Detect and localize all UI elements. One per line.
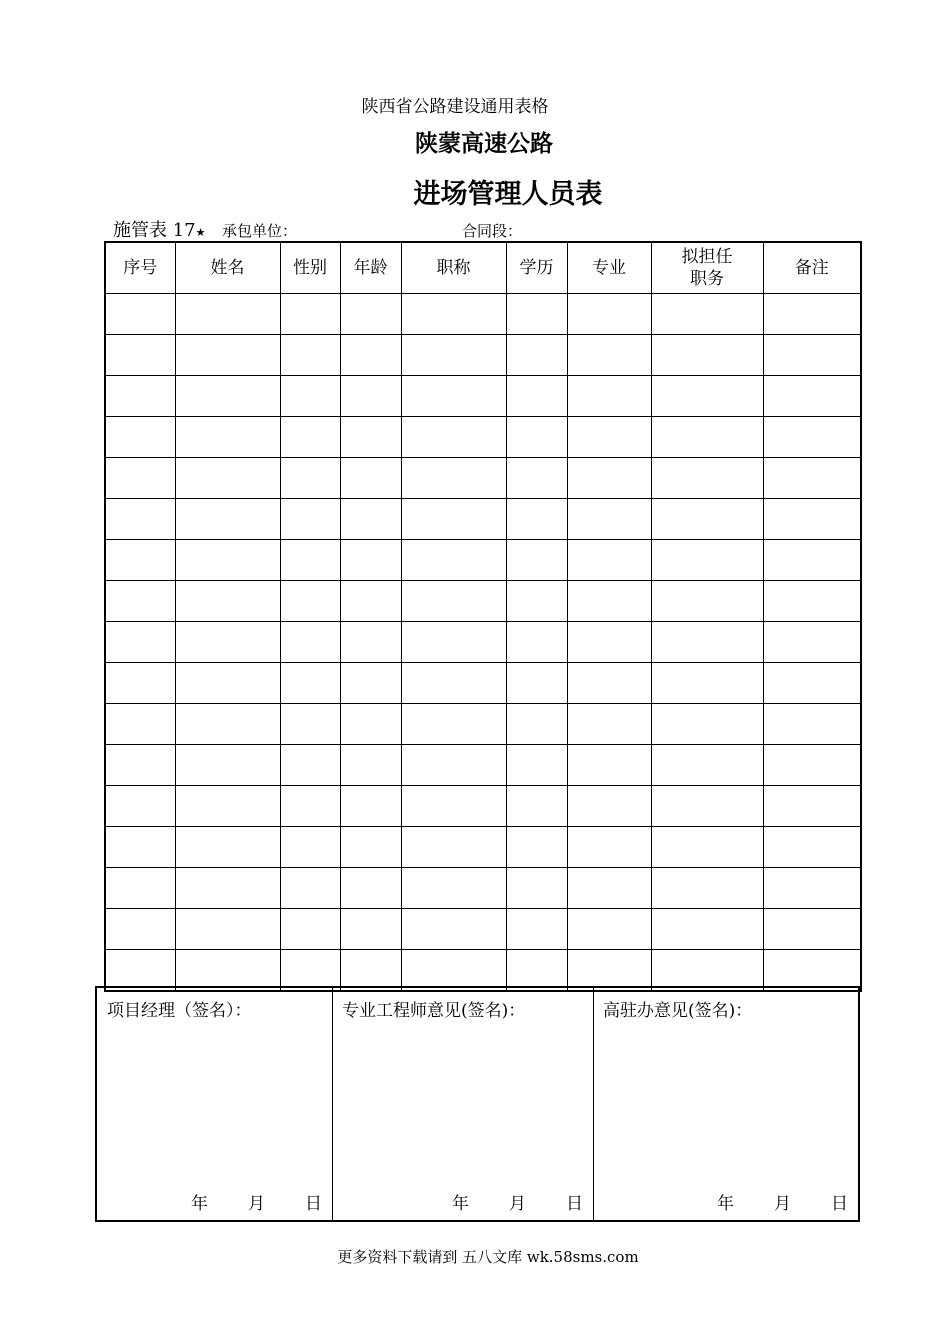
- resident-office-cell: [593, 988, 858, 1220]
- date-year: 年: [452, 1194, 469, 1214]
- table-cell[interactable]: [280, 294, 340, 335]
- resident-office-date: [717, 1189, 848, 1214]
- table-row: [105, 540, 861, 581]
- table-cell[interactable]: [763, 540, 861, 581]
- table-row: [105, 376, 861, 417]
- form-code: [113, 216, 206, 242]
- table-cell[interactable]: [105, 663, 175, 704]
- table-row: [105, 581, 861, 622]
- table-cell[interactable]: [280, 622, 340, 663]
- table-cell[interactable]: [763, 499, 861, 540]
- table-cell[interactable]: [280, 704, 340, 745]
- table-cell[interactable]: [175, 540, 280, 581]
- table-cell[interactable]: [763, 868, 861, 909]
- table-row: [105, 335, 861, 376]
- table-cell[interactable]: [340, 540, 401, 581]
- personnel-table: [104, 241, 862, 992]
- date-month: 月: [509, 1194, 526, 1214]
- table-cell[interactable]: [280, 786, 340, 827]
- table-cell[interactable]: [567, 376, 651, 417]
- table-cell[interactable]: [340, 704, 401, 745]
- table-cell[interactable]: [567, 909, 651, 950]
- table-cell[interactable]: [401, 704, 506, 745]
- table-cell[interactable]: [401, 786, 506, 827]
- table-cell[interactable]: [340, 458, 401, 499]
- date-year: 年: [717, 1194, 734, 1214]
- table-row: [105, 909, 861, 950]
- table-cell[interactable]: [340, 376, 401, 417]
- table-cell[interactable]: [105, 622, 175, 663]
- col-header-gender: 性别: [280, 242, 340, 294]
- table-cell[interactable]: [567, 868, 651, 909]
- table-cell[interactable]: [340, 745, 401, 786]
- table-cell[interactable]: [401, 540, 506, 581]
- table-cell[interactable]: [175, 376, 280, 417]
- table-cell[interactable]: [401, 294, 506, 335]
- star-icon: ★: [195, 226, 206, 239]
- table-cell[interactable]: [401, 745, 506, 786]
- table-cell[interactable]: [105, 909, 175, 950]
- date-day: 日: [305, 1194, 322, 1214]
- table-cell[interactable]: [340, 786, 401, 827]
- table-cell[interactable]: [340, 663, 401, 704]
- col-header-position-line1: 拟担任: [681, 247, 733, 267]
- table-row: [105, 294, 861, 335]
- table-cell[interactable]: [567, 745, 651, 786]
- table-cell[interactable]: [506, 786, 567, 827]
- table-cell[interactable]: [506, 950, 567, 992]
- table-cell[interactable]: [763, 622, 861, 663]
- table-cell[interactable]: [401, 376, 506, 417]
- table-cell[interactable]: [651, 786, 763, 827]
- table-cell[interactable]: [651, 950, 763, 992]
- date-month: 月: [774, 1194, 791, 1214]
- table-cell[interactable]: [763, 950, 861, 992]
- table-cell[interactable]: [280, 909, 340, 950]
- table-cell[interactable]: [763, 335, 861, 376]
- table-cell[interactable]: [651, 745, 763, 786]
- table-cell[interactable]: [506, 622, 567, 663]
- table-cell[interactable]: [763, 294, 861, 335]
- table-cell[interactable]: [340, 827, 401, 868]
- table-cell[interactable]: [651, 581, 763, 622]
- table-cell[interactable]: [401, 458, 506, 499]
- table-cell[interactable]: [651, 376, 763, 417]
- table-cell[interactable]: [280, 376, 340, 417]
- table-cell[interactable]: [651, 499, 763, 540]
- table-cell[interactable]: [401, 417, 506, 458]
- table-cell[interactable]: [567, 786, 651, 827]
- table-cell[interactable]: [506, 376, 567, 417]
- table-cell[interactable]: [280, 581, 340, 622]
- table-cell[interactable]: [175, 622, 280, 663]
- table-cell[interactable]: [175, 786, 280, 827]
- table-cell[interactable]: [280, 827, 340, 868]
- col-header-education: 学历: [506, 242, 567, 294]
- table-cell[interactable]: [105, 827, 175, 868]
- table-cell[interactable]: [401, 950, 506, 992]
- table-cell[interactable]: [340, 417, 401, 458]
- table-cell[interactable]: [175, 704, 280, 745]
- signature-section: [95, 986, 860, 1222]
- table-cell[interactable]: [506, 704, 567, 745]
- table-cell[interactable]: [651, 622, 763, 663]
- contract-section-label: 合同段：: [462, 222, 523, 240]
- table-cell[interactable]: [567, 622, 651, 663]
- table-row: [105, 622, 861, 663]
- col-header-position: [651, 242, 763, 294]
- table-cell[interactable]: [401, 499, 506, 540]
- table-cell[interactable]: [105, 704, 175, 745]
- table-cell[interactable]: [567, 540, 651, 581]
- table-cell[interactable]: [175, 827, 280, 868]
- table-cell[interactable]: [105, 540, 175, 581]
- table-cell[interactable]: [105, 294, 175, 335]
- col-header-remark: 备注: [763, 242, 861, 294]
- table-cell[interactable]: [763, 827, 861, 868]
- table-cell[interactable]: [567, 335, 651, 376]
- page-title: 进场管理人员表: [413, 179, 603, 210]
- date-day: 日: [566, 1194, 583, 1214]
- table-cell[interactable]: [280, 745, 340, 786]
- table-cell[interactable]: [506, 540, 567, 581]
- table-cell[interactable]: [175, 663, 280, 704]
- table-cell[interactable]: [506, 868, 567, 909]
- project-manager-date: [191, 1189, 322, 1214]
- table-cell[interactable]: [340, 950, 401, 992]
- table-cell[interactable]: [651, 540, 763, 581]
- table-cell[interactable]: [763, 376, 861, 417]
- table-row: [105, 950, 861, 992]
- table-cell[interactable]: [340, 499, 401, 540]
- table-cell[interactable]: [280, 458, 340, 499]
- table-header-row: [105, 242, 861, 294]
- table-cell[interactable]: [340, 868, 401, 909]
- table-cell[interactable]: [506, 663, 567, 704]
- col-header-name: 姓名: [175, 242, 280, 294]
- table-cell[interactable]: [280, 499, 340, 540]
- table-cell[interactable]: [651, 909, 763, 950]
- table-cell[interactable]: [567, 950, 651, 992]
- col-header-position-line2: 职务: [690, 269, 724, 289]
- table-row: [105, 786, 861, 827]
- table-cell[interactable]: [175, 581, 280, 622]
- table-row: [105, 499, 861, 540]
- contractor-label: 承包单位：: [222, 222, 298, 240]
- table-cell[interactable]: [651, 294, 763, 335]
- table-cell[interactable]: [763, 786, 861, 827]
- table-cell[interactable]: [340, 335, 401, 376]
- table-cell[interactable]: [175, 417, 280, 458]
- table-cell[interactable]: [651, 417, 763, 458]
- table-cell[interactable]: [651, 868, 763, 909]
- road-name: 陕蒙高速公路: [415, 131, 553, 157]
- table-cell[interactable]: [401, 868, 506, 909]
- table-cell[interactable]: [105, 868, 175, 909]
- table-cell[interactable]: [175, 499, 280, 540]
- project-manager-cell: [97, 988, 333, 1220]
- table-cell[interactable]: [340, 622, 401, 663]
- table-cell[interactable]: [567, 704, 651, 745]
- table-cell[interactable]: [567, 581, 651, 622]
- table-cell[interactable]: [763, 909, 861, 950]
- table-cell[interactable]: [175, 745, 280, 786]
- table-cell[interactable]: [340, 581, 401, 622]
- table-cell[interactable]: [175, 294, 280, 335]
- table-cell[interactable]: [175, 458, 280, 499]
- table-cell[interactable]: [401, 909, 506, 950]
- table-cell[interactable]: [763, 458, 861, 499]
- table-cell[interactable]: [280, 335, 340, 376]
- table-cell[interactable]: [651, 827, 763, 868]
- table-row: [105, 458, 861, 499]
- table-cell[interactable]: [763, 417, 861, 458]
- table-cell[interactable]: [506, 458, 567, 499]
- table-cell[interactable]: [763, 581, 861, 622]
- col-header-title: 职称: [401, 242, 506, 294]
- table-cell[interactable]: [401, 335, 506, 376]
- table-cell[interactable]: [651, 458, 763, 499]
- table-cell[interactable]: [763, 704, 861, 745]
- table-cell[interactable]: [105, 581, 175, 622]
- table-cell[interactable]: [567, 458, 651, 499]
- table-cell[interactable]: [105, 376, 175, 417]
- engineer-cell: [332, 988, 594, 1220]
- table-cell[interactable]: [340, 294, 401, 335]
- table-cell[interactable]: [506, 581, 567, 622]
- table-cell[interactable]: [280, 540, 340, 581]
- date-month: 月: [248, 1194, 265, 1214]
- table-cell[interactable]: [651, 663, 763, 704]
- table-cell[interactable]: [175, 335, 280, 376]
- footer-note: 更多资料下载请到 五八文库 wk.58sms.com: [337, 1248, 639, 1266]
- table-cell[interactable]: [105, 786, 175, 827]
- engineer-date: [452, 1189, 583, 1214]
- table-cell[interactable]: [506, 417, 567, 458]
- col-header-age: 年龄: [340, 242, 401, 294]
- table-cell[interactable]: [280, 950, 340, 992]
- table-cell[interactable]: [763, 745, 861, 786]
- table-row: [105, 827, 861, 868]
- table-cell[interactable]: [105, 950, 175, 992]
- table-cell[interactable]: [175, 868, 280, 909]
- table-cell[interactable]: [105, 417, 175, 458]
- table-cell[interactable]: [567, 663, 651, 704]
- table-cell[interactable]: [651, 335, 763, 376]
- table-cell[interactable]: [105, 499, 175, 540]
- table-row: [105, 663, 861, 704]
- date-day: 日: [831, 1194, 848, 1214]
- table-cell[interactable]: [567, 827, 651, 868]
- table-cell[interactable]: [763, 663, 861, 704]
- table-cell[interactable]: [506, 827, 567, 868]
- table-cell[interactable]: [105, 335, 175, 376]
- table-cell[interactable]: [340, 909, 401, 950]
- table-cell[interactable]: [401, 622, 506, 663]
- table-cell[interactable]: [280, 868, 340, 909]
- table-cell[interactable]: [506, 499, 567, 540]
- table-cell[interactable]: [567, 417, 651, 458]
- table-row: [105, 745, 861, 786]
- table-cell[interactable]: [105, 458, 175, 499]
- engineer-label: 专业工程师意见(签名)：: [342, 1001, 526, 1021]
- table-cell[interactable]: [280, 417, 340, 458]
- table-cell[interactable]: [105, 745, 175, 786]
- table-cell[interactable]: [567, 294, 651, 335]
- col-header-major: 专业: [567, 242, 651, 294]
- table-cell[interactable]: [401, 663, 506, 704]
- table-cell[interactable]: [651, 704, 763, 745]
- form-category: 陕西省公路建设通用表格: [361, 97, 549, 117]
- date-year: 年: [191, 1194, 208, 1214]
- project-manager-label: 项目经理（签名）：: [107, 1001, 252, 1021]
- form-code-text: 施管表 17: [113, 220, 196, 241]
- table-cell[interactable]: [175, 909, 280, 950]
- resident-office-label: 高驻办意见(签名)：: [603, 1001, 753, 1021]
- table-cell[interactable]: [506, 909, 567, 950]
- table-cell[interactable]: [175, 950, 280, 992]
- table-row: [105, 868, 861, 909]
- table-cell[interactable]: [506, 294, 567, 335]
- col-header-seq: 序号: [105, 242, 175, 294]
- table-cell[interactable]: [401, 581, 506, 622]
- table-cell[interactable]: [401, 827, 506, 868]
- table-cell[interactable]: [567, 499, 651, 540]
- table-row: [105, 704, 861, 745]
- table-cell[interactable]: [506, 335, 567, 376]
- table-row: [105, 417, 861, 458]
- table-cell[interactable]: [506, 745, 567, 786]
- table-cell[interactable]: [280, 663, 340, 704]
